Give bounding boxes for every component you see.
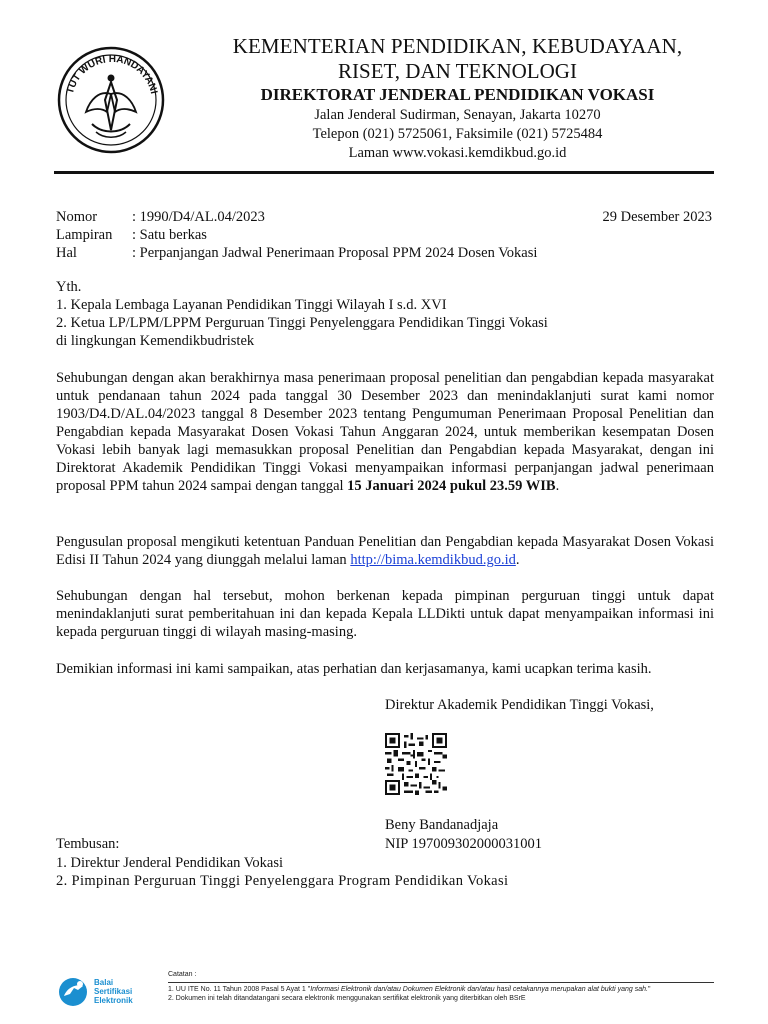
paragraph-4 <box>56 660 714 678</box>
ministry-name-line1: KEMENTERIAN PENDIDIKAN, KEBUDAYAAN, <box>232 34 683 58</box>
signer-name: Beny Bandanadjaja <box>385 817 499 833</box>
recipient-1: 1. Kepala Lembaga Layanan Pendidikan Tinggi Wilayah I s.d. XVI <box>56 297 447 313</box>
qr-code-icon <box>385 733 447 795</box>
paragraph-1-end: . <box>555 478 560 494</box>
bsre-emblem-icon <box>56 974 90 1008</box>
recipient-location: di lingkungan Kemendikbudristek <box>56 333 255 349</box>
bsre-logo <box>56 974 166 1008</box>
tembusan-list <box>56 854 714 890</box>
recipients <box>56 278 714 350</box>
catatan-label: Catatan : <box>168 971 197 978</box>
website: Laman www.vokasi.kemdikbud.go.id <box>348 145 567 161</box>
deadline-bold: 15 Januari 2024 pukul 23.59 WIB <box>347 478 556 494</box>
note-2: 2. Dokumen ini telah ditandatangani secara elektronik menggunakan sertifikat elektronik yang diterbitkan oleh BSrE <box>168 995 526 1002</box>
nomor-row <box>56 208 716 226</box>
note-1-italic: Informasi Elektronik dan/atau Dokumen Elektronik dan/atau hasil cetakannya merupakan alat bukti yang sah. <box>310 985 648 993</box>
footer-notes <box>168 970 714 1004</box>
paragraph-1 <box>56 369 714 495</box>
note-1-suffix: " <box>647 985 651 993</box>
bsre-text-line2: Sertifikasi <box>94 987 133 996</box>
footer-divider <box>168 982 714 983</box>
bsre-text <box>94 978 133 1005</box>
recipient-2: 2. Ketua LP/LPM/LPPM Perguruan Tinggi Penyelenggara Pendidikan Tinggi Vokasi <box>56 315 548 331</box>
bsre-text-line1: Balai <box>94 978 114 987</box>
tut-wuri-handayani-logo <box>54 42 169 157</box>
note-1-prefix: 1. UU ITE No. 11 Tahun 2008 Pasal 5 Ayat 1 " <box>168 985 311 993</box>
greeting: Yth. <box>56 279 82 295</box>
bsre-text-line3: Elektronik <box>94 996 133 1005</box>
svg-text:TUT WURI HANDAYANI: TUT WURI HANDAYANI <box>64 53 160 96</box>
address: Jalan Jenderal Sudirman, Senayan, Jakarta 10270 <box>314 107 601 123</box>
tembusan-item-2: 2. Pimpinan Perguruan Tinggi Penyelenggara Program Pendidikan Vokasi <box>56 873 509 889</box>
letter-date: 29 Desember 2023 <box>602 209 712 225</box>
lampiran-row <box>56 226 716 244</box>
paragraph-3 <box>56 587 714 641</box>
lampiran-value: : Satu berkas <box>132 227 207 243</box>
directorate-name: DIREKTORAT JENDERAL PENDIDIKAN VOKASI <box>260 85 655 104</box>
paragraph-2 <box>56 533 714 569</box>
ministry-name-line2: RISET, DAN TEKNOLOGI <box>338 59 577 83</box>
paragraph-4-text: Demikian informasi ini kami sampaikan, atas perhatian dan kerjasamanya, kami ucapkan terima kasih. <box>56 661 652 677</box>
nomor-value: : 1990/D4/AL.04/2023 <box>132 209 265 225</box>
letter-meta <box>56 208 716 262</box>
paragraph-3-text: Sehubungan dengan hal tersebut, mohon berkenan kepada pimpinan perguruan tinggi untuk dapat menindaklanjuti surat pemberitahuan ini dan kepada Kepala LLDikti untuk dapat menyampaikan informasi ini kepada perguruan tinggi di wilayah masing-masing. <box>56 588 714 640</box>
nomor-label: Nomor <box>56 209 98 225</box>
letterhead-divider <box>54 171 714 174</box>
paragraph-2-end: . <box>515 552 520 568</box>
hal-value: : Perpanjangan Jadwal Penerimaan Proposal PPM 2024 Dosen Vokasi <box>132 245 538 261</box>
phone-fax: Telepon (021) 5725061, Faksimile (021) 5725484 <box>312 126 603 142</box>
hal-row <box>56 244 716 262</box>
tembusan-item-1: 1. Direktur Jenderal Pendidikan Vokasi <box>56 855 283 871</box>
paragraph-1-text: Sehubungan dengan akan berakhirnya masa penerimaan proposal penelitian dan pengabdian kepada masyarakat untuk pendanaan tahun 2024 pada tanggal 30 Desember 2023 dan menindaklanjuti surat kami nomor 1903/D4.D/AL.04/2023 tanggal 8 Desember 2023 tentang Pengumuman Penerimaan Proposal Penelitian dan Pengabdian kepada Masyarakat Dosen Vokasi Tahun Anggaran 2024, untuk memberikan kesempatan Dosen Vokasi lebih banyak lagi memasukkan proposal Penelitian dan Pengabdian kepada Masyarakat, dengan ini Direktorat Akademik Pendidikan Tinggi Vokasi menyampaikan informasi perpanjangan jadwal penerimaan proposal PPM tahun 2024 sampai dengan tanggal <box>56 370 714 494</box>
signature-title: Direktur Akademik Pendidikan Tinggi Vokasi, <box>385 697 654 713</box>
paragraph-2-text: Pengusulan proposal mengikuti ketentuan Panduan Penelitian dan Pengabdian kepada Masyarakat Dosen Vokasi Edisi II Tahun 2024 yang diunggah melalui laman <box>56 534 714 568</box>
note-1 <box>168 985 714 995</box>
lampiran-label: Lampiran <box>56 227 113 243</box>
hal-label: Hal <box>56 245 77 261</box>
signer-nip: NIP 197009302000031001 <box>385 836 542 852</box>
bima-link[interactable]: http://bima.kemdikbud.go.id <box>350 552 516 568</box>
letterhead <box>205 34 710 163</box>
tembusan-label: Tembusan: <box>56 836 120 852</box>
